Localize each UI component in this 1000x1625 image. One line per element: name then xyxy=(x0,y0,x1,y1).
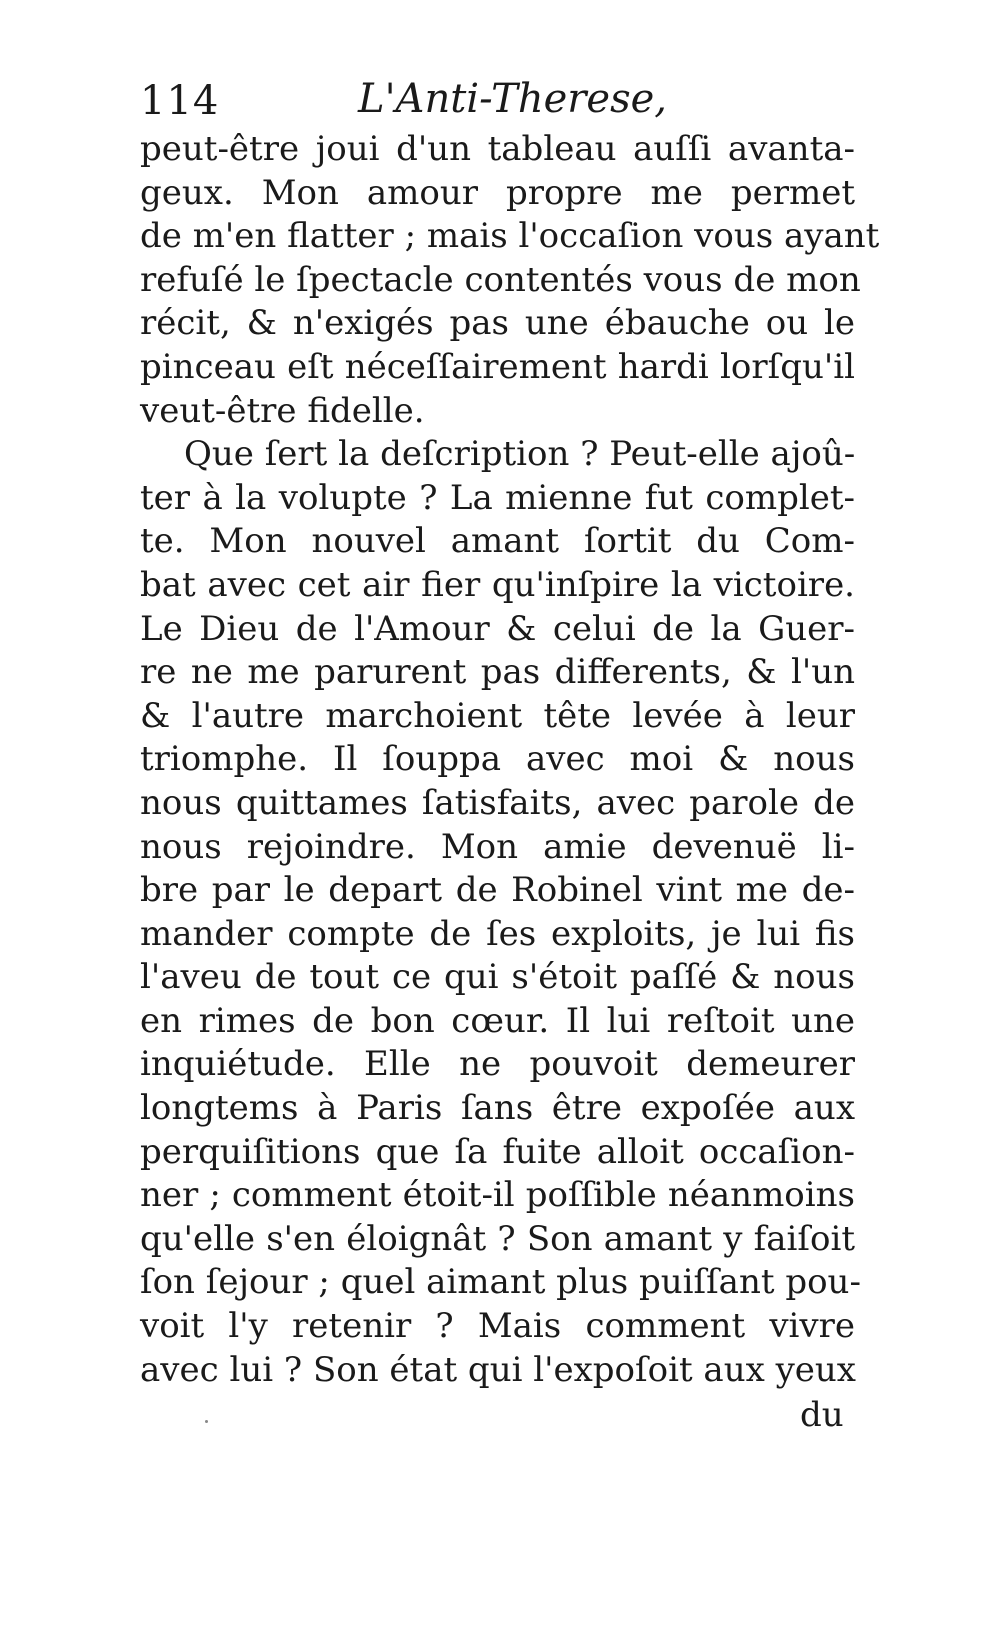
text-line: l'aveu de tout ce qui s'étoit paſſé & nous xyxy=(140,957,855,998)
text-line: mander compte de ſes exploits, je lui fis xyxy=(140,913,855,954)
text-line: Que ſert la deſcription ? Peut-elle ajoû- xyxy=(184,434,856,475)
text-line: nous rejoindre. Mon amie devenuë li- xyxy=(140,826,855,867)
text-line: refuſé le ſpectacle contentés vous de mon xyxy=(140,259,861,300)
text-line: longtems à Paris ſans être expoſée aux xyxy=(140,1088,855,1129)
text-line: re ne me parurent pas differents, & l'un xyxy=(140,652,855,693)
text-line: perquiſitions que ſa fuite alloit occaſion- xyxy=(140,1131,855,1172)
text-line: pinceau eſt néceſſairement hardi lorſqu'il xyxy=(140,346,855,387)
text-line: Le Dieu de l'Amour & celui de la Guer- xyxy=(140,608,855,649)
text-line: nous quittames ſatisfaits, avec parole de xyxy=(140,782,855,823)
text-line: ter à la volupte ? La mienne fut complet- xyxy=(140,477,855,518)
text-line: avec lui ? Son état qui l'expoſoit aux yeux xyxy=(140,1349,856,1390)
text-line: ner ; comment étoit-il poſſible néanmoins xyxy=(140,1175,855,1216)
ink-speck xyxy=(205,1420,208,1423)
text-line: geux. Mon amour propre me permet xyxy=(140,172,855,213)
catchword: du xyxy=(800,1395,844,1435)
text-line: bre par le depart de Robinel vint me de- xyxy=(140,870,855,911)
text-line: bat avec cet air fier qu'inſpire la victoire. xyxy=(140,564,855,605)
page-number: 114 xyxy=(140,78,220,124)
text-line: voit l'y retenir ? Mais comment vivre xyxy=(140,1306,855,1347)
text-line: ſon ſejour ; quel aimant plus puiſſant pou- xyxy=(140,1262,861,1303)
page-header xyxy=(140,70,860,130)
text-line: qu'elle s'en éloignât ? Son amant y faiſoit xyxy=(140,1218,855,1259)
text-line: & l'autre marchoient tête levée à leur xyxy=(140,695,855,736)
text-line: inquiétude. Elle ne pouvoit demeurer xyxy=(140,1044,855,1085)
running-title: L'Anti-Therese, xyxy=(358,76,667,122)
text-line: te. Mon nouvel amant ſortit du Com- xyxy=(140,521,855,562)
body-text xyxy=(140,128,880,1392)
text-line: peut-être joui d'un tableau auſſi avanta- xyxy=(140,129,855,169)
text-line: triomphe. Il ſouppa avec moi & nous xyxy=(140,739,855,780)
text-line: de m'en flatter ; mais l'occaſion vous ayant xyxy=(140,216,880,257)
text-line: veut-être fidelle. xyxy=(140,390,425,431)
text-line: récit, & n'exigés pas une ébauche ou le xyxy=(140,303,855,344)
text-line: en rimes de bon cœur. Il lui reſtoit une xyxy=(140,1000,855,1041)
